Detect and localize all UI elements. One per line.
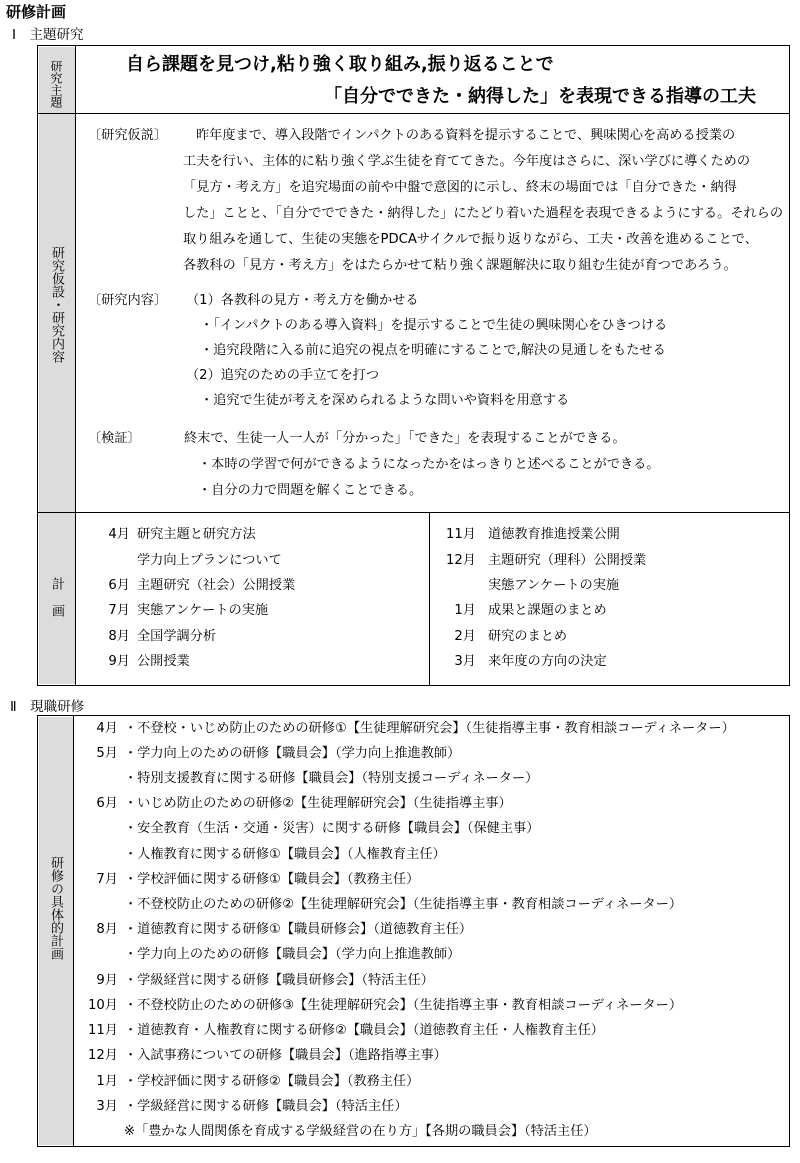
plan-item: 主題研究（理科）公開授業 <box>488 553 647 568</box>
theme-line-1: 自ら課題を見つけ,粘り強く取り組み,振り返ることで <box>126 54 554 75</box>
hypothesis-line: 取り組みを通して、生徒の実態をPDCAサイクルで振り返りながら、工夫・改善を進めることで、 <box>183 232 758 247</box>
verify-line: 終末で、生徒一人一人が「分かった」「できた」を表現することができる。 <box>184 431 626 446</box>
plan-month: 6月 <box>108 578 130 593</box>
training-item: ・不登校・いじめ防止のための研修①【生徒理解研究会】（生徒指導主事・教育相談コーディネーター） <box>124 721 735 736</box>
plan-item: 実態アンケートの実施 <box>488 578 620 593</box>
hypothesis-line: 昨年度まで、導入段階でインパクトのある資料を提示することで、興味関心を高める授業の <box>196 128 736 143</box>
plan-month: 12月 <box>446 553 476 568</box>
plan-month: 9月 <box>108 654 130 669</box>
training-month: 3月 <box>96 1099 118 1114</box>
training-item: ・学級経営に関する研修【職員会】（特活主任） <box>124 1099 408 1114</box>
training-item: ・特別支援教育に関する研修【職員会】（特別支援コーディネーター） <box>124 771 539 786</box>
plan-item: 学力向上プランについて <box>137 553 282 568</box>
plan-month: 8月 <box>108 629 130 644</box>
training-item: ・学校評価に関する研修②【職員会】（教務主任） <box>124 1074 420 1089</box>
training-month: 12月 <box>88 1048 118 1063</box>
verify-line: ・本時の学習で何ができるようになったかをはっきりと述べることができる。 <box>198 457 660 472</box>
training-item: ・学力向上のための研修【職員会】（学力向上推進教師） <box>124 947 461 962</box>
plan-item: 実態アンケートの実施 <box>137 603 269 618</box>
training-item: ・学級経営に関する研修【職員研修会】（特活主任） <box>124 973 434 988</box>
section1-heading: Ⅰ 主題研究 <box>12 27 84 43</box>
training-item: ・不登校防止のための研修②【生徒理解研究会】（生徒指導主事・教育相談コーディネーター） <box>124 897 683 912</box>
training-month: 7月 <box>96 872 118 887</box>
plan-item: 道徳教育推進授業公開 <box>488 527 620 542</box>
training-item: ・道徳教育に関する研修①【職員研修会】（道徳教育主任） <box>124 922 473 937</box>
plan-item: 研究主題と研究方法 <box>137 527 256 542</box>
plan-item: 公開授業 <box>137 654 190 669</box>
plan-month: 1月 <box>454 603 476 618</box>
training-month: 6月 <box>96 796 118 811</box>
training-month: 11月 <box>88 1023 118 1038</box>
content-line: （1）各教科の見方・考え方を働かせる <box>186 293 419 308</box>
training-item: ・道徳教育・人権教育に関する研修②【職員会】（道徳教育主任・人権教育主任） <box>124 1023 604 1038</box>
verify-line: ・自分の力で問題を解くことできる。 <box>198 483 423 498</box>
plan-month: 4月 <box>108 527 130 542</box>
content-line: ・追究段階に入る前に追究の視点を明確にすることで,解決の見通しをもたせる <box>200 343 666 358</box>
training-item: ・いじめ防止のための研修②【生徒理解研究会】（生徒指導主事） <box>124 796 512 811</box>
hypothesis-line: 「見方・考え方」を追究場面の前や中盤で意図的に示し、終末の場面では「自分できた・納得 <box>183 180 737 195</box>
plan-item: 来年度の方向の決定 <box>488 654 607 669</box>
training-item: ・学力向上のための研修【職員会】（学力向上推進教師） <box>124 746 461 761</box>
hypothesis-line: した」ことと、「自分ででできた・納得した」にたどり着いた過程を表現できるようにする。それらの <box>183 206 784 221</box>
hypothesis-content-label: 研究仮設・研究内容 <box>49 246 64 363</box>
hypothesis-line: 工夫を行い、主体的に粘り強く学ぶ生徒を育ててきた。今年度はさらに、深い学びに導くための <box>183 154 751 169</box>
verify-label: 〔検証〕 <box>88 431 141 446</box>
hypothesis-label: 〔研究仮説〕 <box>88 128 168 143</box>
plan-month: 7月 <box>108 603 130 618</box>
plan-month: 3月 <box>454 654 476 669</box>
training-item: ・学校評価に関する研修①【職員会】（教務主任） <box>124 872 420 887</box>
training-month: 1月 <box>96 1074 118 1089</box>
training-item: ・不登校防止のための研修③【生徒理解研究会】（生徒指導主事・教育相談コーディネーター） <box>124 998 683 1013</box>
content-line: ・「インパクトのある導入資料」を提示することで生徒の興味関心をひきつける <box>200 318 668 333</box>
content-label: 〔研究内容〕 <box>88 293 168 308</box>
training-item: ※「豊かな人間関係を育成する学級経営の在り方」【各期の職員会】（特活主任） <box>124 1124 597 1139</box>
plan-item: 全国学調分析 <box>137 629 217 644</box>
plan-month: 2月 <box>454 629 476 644</box>
content-line: （2）追究のための手立てを打つ <box>186 368 380 383</box>
plan-label: 計画 <box>49 577 64 631</box>
section2-heading: Ⅱ 現職研修 <box>10 699 85 715</box>
training-month: 10月 <box>88 998 118 1013</box>
plan-month: 11月 <box>446 527 476 542</box>
training-item: ・人権教育に関する研修①【職員会】（人権教育主任） <box>124 847 446 862</box>
theme-label: 研究主題 <box>49 60 63 108</box>
training-item: ・入試事務についての研修【職員会】（進路指導主事） <box>124 1048 447 1063</box>
training-month: 5月 <box>96 746 118 761</box>
theme-line-2: 「自分でできた・納得した」を表現できる指導の工夫 <box>324 86 756 107</box>
document-title: 研修計画 <box>6 3 67 21</box>
training-item: ・安全教育（生活・交通・災害）に関する研修【職員会】（保健主事） <box>124 821 540 836</box>
hypothesis-line: 各教科の「見方・考え方」をはたらかせて粘り強く課題解決に取り組む生徒が育つであろう。 <box>183 258 737 273</box>
training-month: 8月 <box>96 922 118 937</box>
plan-item: 成果と課題のまとめ <box>488 603 607 618</box>
training-month: 4月 <box>96 721 118 736</box>
training-label: 研修の具体的計画 <box>48 856 63 960</box>
training-month: 9月 <box>96 973 118 988</box>
content-line: ・追究で生徒が考えを深められるような問いや資料を用意する <box>200 393 570 408</box>
plan-item: 主題研究（社会）公開授業 <box>137 578 296 593</box>
plan-item: 研究のまとめ <box>488 629 568 644</box>
